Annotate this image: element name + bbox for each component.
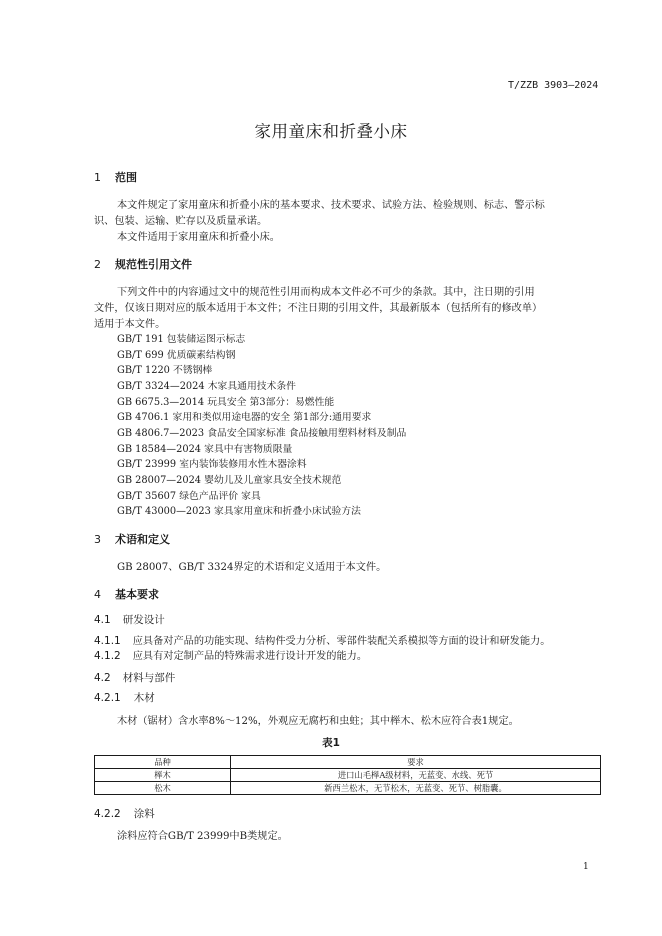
scope-paragraph-line: 识、包装、运输、贮存以及质量承诺。	[94, 216, 268, 227]
table-cell: 松木	[95, 782, 231, 795]
section-title: 术语和定义	[115, 533, 170, 546]
table-header-row	[95, 756, 601, 769]
table-row	[95, 782, 601, 795]
table-row	[95, 769, 601, 782]
clause-number: 4.2.2	[94, 808, 121, 820]
table-header-cell: 要求	[231, 756, 601, 769]
clause-number: 4.1.2	[94, 650, 121, 662]
reference-item: GB/T 191 包装储运图示标志	[117, 334, 246, 345]
section-title: 基本要求	[115, 588, 159, 601]
table-cell: 新西兰松木，无节松木，无蓝变、死节、树脂囊。	[231, 782, 601, 795]
clause-heading-wood	[94, 690, 155, 705]
table-cell: 榉木	[95, 769, 231, 782]
subsection-number: 4.1	[94, 614, 111, 626]
reference-item: GB/T 43000—2023 家具家用童床和折叠小床试验方法	[117, 506, 361, 517]
clause-title: 木材	[133, 692, 155, 704]
section-title: 范围	[115, 171, 137, 184]
section-number: 3	[94, 533, 101, 546]
reference-item: GB/T 23999 室内装饰装修用水性木器涂料	[117, 459, 307, 470]
clause-text: 应具有对定制产品的特殊需求进行设计开发的能力。	[132, 651, 368, 662]
section-heading-basic-requirements	[94, 586, 159, 602]
page-number: 1	[583, 862, 589, 872]
wood-paragraph: 木材（锯材）含水率8%～12%，外观应无腐朽和虫蛀；其中榉木、松木应符合表1规定。	[117, 716, 519, 727]
clause-item	[94, 632, 550, 647]
reference-item: GB 28007—2024 婴幼儿及儿童家具安全技术规范	[117, 475, 342, 486]
reference-item: GB 4806.7—2023 食品安全国家标准 食品接触用塑料材料及制品	[117, 428, 407, 439]
clause-heading-coating	[94, 806, 155, 821]
coating-paragraph: 涂料应符合GB/T 23999中B类规定。	[117, 831, 288, 842]
table-header-cell: 品种	[95, 756, 231, 769]
scope-paragraph-line: 本文件适用于家用童床和折叠小床。	[117, 232, 280, 243]
subsection-title: 材料与部件	[122, 672, 176, 684]
subsection-heading-design	[94, 612, 165, 627]
clause-number: 4.1.1	[94, 635, 121, 647]
subsection-number: 4.2	[94, 672, 111, 684]
section-heading-normative-references	[94, 256, 192, 272]
section-heading-scope	[94, 169, 137, 185]
reference-item: GB 6675.3—2014 玩具安全 第3部分：易燃性能	[117, 397, 335, 408]
clause-text: 应具备对产品的功能实现、结构件受力分析、零部件装配关系模拟等方面的设计和研发能力。	[132, 636, 551, 647]
table-caption: 表1	[322, 737, 340, 749]
reference-item: GB 4706.1 家用和类似用途电器的安全 第1部分:通用要求	[117, 412, 372, 423]
standard-code: T/ZZB 3903—2024	[508, 80, 599, 91]
clause-number: 4.2.1	[94, 692, 121, 704]
subsection-heading-materials	[94, 670, 175, 685]
clause-item	[94, 647, 367, 662]
reference-item: GB/T 699 优质碳素结构钢	[117, 350, 236, 361]
references-intro-line: 文件，仅该日期对应的版本适用于本文件；不注日期的引用文件，其最新版本（包括所有的修改单）	[94, 303, 543, 314]
clause-title: 涂料	[133, 808, 155, 820]
reference-item: GB 18584—2024 家具中有害物质限量	[117, 444, 293, 455]
section-number: 1	[94, 171, 101, 184]
section-number: 2	[94, 258, 101, 271]
material-table	[94, 755, 601, 795]
document-title: 家用童床和折叠小床	[254, 122, 408, 141]
scope-paragraph-line: 本文件规定了家用童床和折叠小床的基本要求、技术要求、试验方法、检验规则、标志、警示标	[117, 200, 545, 211]
section-number: 4	[94, 588, 101, 601]
reference-item: GB/T 3324—2024 木家具通用技术条件	[117, 381, 296, 392]
terms-paragraph: GB 28007、GB/T 3324界定的术语和定义适用于本文件。	[117, 562, 387, 573]
section-heading-terms	[94, 531, 170, 547]
reference-item: GB/T 1220 不锈钢棒	[117, 365, 213, 376]
section-title: 规范性引用文件	[115, 258, 192, 271]
subsection-title: 研发设计	[122, 614, 165, 626]
reference-item: GB/T 35607 绿色产品评价 家具	[117, 491, 261, 502]
table-cell: 进口山毛榉A级材料，无蓝变、水线、死节	[231, 769, 601, 782]
references-intro-line: 适用于本文件。	[94, 319, 166, 330]
references-intro-line: 下列文件中的内容通过文中的规范性引用而构成本文件必不可少的条款。其中，注日期的引用	[117, 287, 535, 298]
